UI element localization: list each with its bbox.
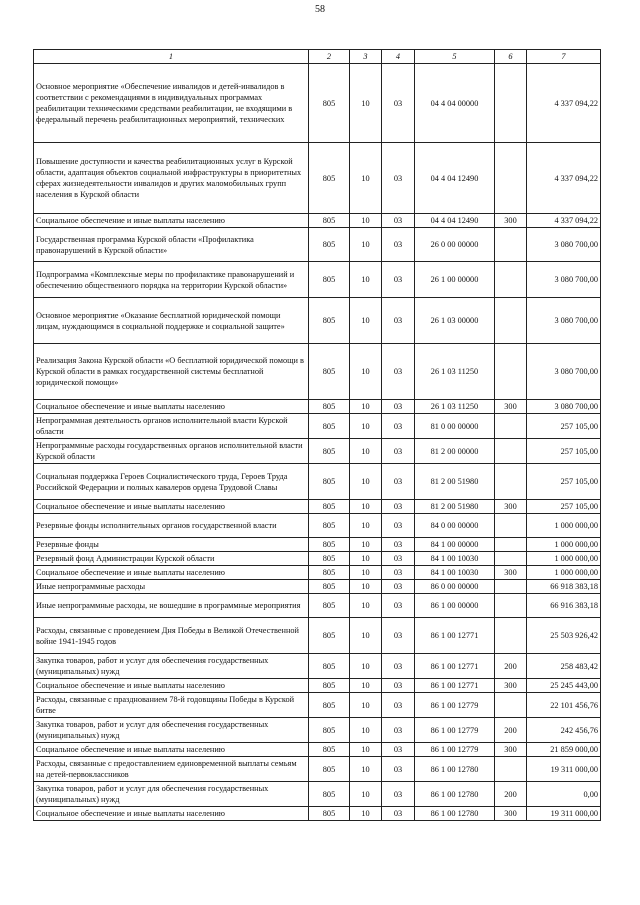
row-subsection: 03 — [382, 618, 415, 654]
row-target-article: 04 4 04 12490 — [415, 214, 495, 228]
row-subsection: 03 — [382, 743, 415, 757]
row-subsection: 03 — [382, 262, 415, 298]
row-target-article: 86 1 00 00000 — [415, 594, 495, 618]
row-expense-type — [495, 414, 527, 439]
row-target-article: 26 1 00 00000 — [415, 262, 495, 298]
row-name: Резервные фонды исполнительных органов государственной власти — [34, 514, 309, 538]
row-target-article: 26 1 03 11250 — [415, 344, 495, 400]
row-grbs: 805 — [309, 679, 350, 693]
row-subsection: 03 — [382, 693, 415, 718]
row-expense-type: 200 — [495, 782, 527, 807]
row-subsection: 03 — [382, 344, 415, 400]
row-section: 10 — [350, 464, 382, 500]
table-row — [34, 414, 601, 439]
page-number: 58 — [315, 4, 325, 15]
row-name: Социальная поддержка Героев Социалистического труда, Героев Труда Российской Федерации и полных кавалеров ордена Трудовой Славы — [34, 464, 309, 500]
table-row — [34, 693, 601, 718]
row-amount: 257 105,00 — [527, 439, 601, 464]
row-grbs: 805 — [309, 400, 350, 414]
row-expense-type — [495, 64, 527, 143]
row-subsection: 03 — [382, 594, 415, 618]
row-section: 10 — [350, 538, 382, 552]
row-target-article: 86 1 00 12779 — [415, 718, 495, 743]
row-section: 10 — [350, 228, 382, 262]
row-target-article: 84 0 00 00000 — [415, 514, 495, 538]
table-row — [34, 464, 601, 500]
row-expense-type — [495, 538, 527, 552]
row-name: Социальное обеспечение и иные выплаты населению — [34, 566, 309, 580]
table-row — [34, 679, 601, 693]
row-expense-type — [495, 618, 527, 654]
row-target-article: 84 1 00 10030 — [415, 566, 495, 580]
row-target-article: 86 1 00 12780 — [415, 807, 495, 821]
row-target-article: 04 4 04 00000 — [415, 64, 495, 143]
row-section: 10 — [350, 743, 382, 757]
row-grbs: 805 — [309, 693, 350, 718]
row-target-article: 26 1 03 00000 — [415, 298, 495, 344]
row-expense-type — [495, 464, 527, 500]
row-section: 10 — [350, 782, 382, 807]
table-row — [34, 757, 601, 782]
row-target-article: 86 1 00 12780 — [415, 782, 495, 807]
row-grbs: 805 — [309, 538, 350, 552]
header-col-7: 7 — [527, 50, 601, 64]
row-subsection: 03 — [382, 679, 415, 693]
row-target-article: 81 2 00 51980 — [415, 500, 495, 514]
row-name: Непрограммная деятельность органов исполнительной власти Курской области — [34, 414, 309, 439]
row-target-article: 81 0 00 00000 — [415, 414, 495, 439]
row-section: 10 — [350, 298, 382, 344]
row-target-article: 81 2 00 51980 — [415, 464, 495, 500]
row-amount: 4 337 094,22 — [527, 64, 601, 143]
table-row — [34, 654, 601, 679]
row-target-article: 84 1 00 10030 — [415, 552, 495, 566]
row-subsection: 03 — [382, 757, 415, 782]
row-subsection: 03 — [382, 298, 415, 344]
row-amount: 3 080 700,00 — [527, 344, 601, 400]
row-target-article: 86 1 00 12779 — [415, 693, 495, 718]
row-name: Расходы, связанные с проведением Дня Победы в Великой Отечественной войне 1941-1945 годов — [34, 618, 309, 654]
row-grbs: 805 — [309, 464, 350, 500]
row-grbs: 805 — [309, 618, 350, 654]
row-subsection: 03 — [382, 228, 415, 262]
row-amount: 257 105,00 — [527, 414, 601, 439]
table-row — [34, 594, 601, 618]
row-section: 10 — [350, 580, 382, 594]
row-section: 10 — [350, 618, 382, 654]
header-col-2: 2 — [309, 50, 350, 64]
table-row — [34, 143, 601, 214]
row-expense-type: 300 — [495, 743, 527, 757]
budget-table — [33, 49, 601, 821]
row-section: 10 — [350, 143, 382, 214]
row-name: Иные непрограммные расходы — [34, 580, 309, 594]
row-section: 10 — [350, 679, 382, 693]
row-target-article: 86 1 00 12779 — [415, 743, 495, 757]
table-row — [34, 439, 601, 464]
row-subsection: 03 — [382, 64, 415, 143]
row-name: Социальное обеспечение и иные выплаты населению — [34, 214, 309, 228]
row-target-article: 04 4 04 12490 — [415, 143, 495, 214]
row-expense-type — [495, 580, 527, 594]
row-subsection: 03 — [382, 807, 415, 821]
row-expense-type: 200 — [495, 654, 527, 679]
row-name: Реализация Закона Курской области «О бесплатной юридической помощи в Курской области в рамках государственной системы бесплатной юридической помощи» — [34, 344, 309, 400]
row-name: Социальное обеспечение и иные выплаты населению — [34, 807, 309, 821]
row-amount: 257 105,00 — [527, 464, 601, 500]
row-amount: 25 245 443,00 — [527, 679, 601, 693]
table-row — [34, 228, 601, 262]
row-section: 10 — [350, 594, 382, 618]
table-row — [34, 782, 601, 807]
row-subsection: 03 — [382, 538, 415, 552]
row-subsection: 03 — [382, 654, 415, 679]
row-grbs: 805 — [309, 64, 350, 143]
row-name: Иные непрограммные расходы, не вошедшие в программные мероприятия — [34, 594, 309, 618]
row-grbs: 805 — [309, 718, 350, 743]
row-subsection: 03 — [382, 514, 415, 538]
table-row — [34, 538, 601, 552]
row-section: 10 — [350, 514, 382, 538]
table-row — [34, 580, 601, 594]
row-expense-type: 300 — [495, 214, 527, 228]
row-subsection: 03 — [382, 782, 415, 807]
row-section: 10 — [350, 214, 382, 228]
row-grbs: 805 — [309, 654, 350, 679]
row-subsection: 03 — [382, 400, 415, 414]
row-section: 10 — [350, 344, 382, 400]
row-amount: 4 337 094,22 — [527, 214, 601, 228]
row-grbs: 805 — [309, 580, 350, 594]
row-subsection: 03 — [382, 500, 415, 514]
row-name: Повышение доступности и качества реабилитационных услуг в Курской области, адаптация объектов социальной инфраструктуры в приоритетных сферах жизнедеятельности инвалидов и других маломобильных групп населения в Курской области — [34, 143, 309, 214]
table-row — [34, 262, 601, 298]
row-expense-type: 300 — [495, 566, 527, 580]
row-name: Социальное обеспечение и иные выплаты населению — [34, 400, 309, 414]
row-grbs: 805 — [309, 500, 350, 514]
table-row — [34, 298, 601, 344]
row-expense-type: 300 — [495, 807, 527, 821]
table-row — [34, 214, 601, 228]
row-section: 10 — [350, 718, 382, 743]
header-col-5: 5 — [415, 50, 495, 64]
row-section: 10 — [350, 807, 382, 821]
row-grbs: 805 — [309, 344, 350, 400]
row-grbs: 805 — [309, 757, 350, 782]
row-amount: 1 000 000,00 — [527, 566, 601, 580]
row-subsection: 03 — [382, 143, 415, 214]
row-amount: 22 101 456,76 — [527, 693, 601, 718]
row-amount: 242 456,76 — [527, 718, 601, 743]
row-name: Закупка товаров, работ и услуг для обеспечения государственных (муниципальных) нужд — [34, 718, 309, 743]
row-amount: 25 503 926,42 — [527, 618, 601, 654]
row-subsection: 03 — [382, 718, 415, 743]
row-name: Закупка товаров, работ и услуг для обеспечения государственных (муниципальных) нужд — [34, 782, 309, 807]
row-name: Расходы, связанные с празднованием 78-й годовщины Победы в Курской битве — [34, 693, 309, 718]
row-name: Расходы, связанные с предоставлением единовременной выплаты семьям на детей-первоклассников — [34, 757, 309, 782]
row-name: Социальное обеспечение и иные выплаты населению — [34, 500, 309, 514]
row-expense-type — [495, 693, 527, 718]
row-amount: 0,00 — [527, 782, 601, 807]
table-row — [34, 552, 601, 566]
row-amount: 257 105,00 — [527, 500, 601, 514]
row-target-article: 84 1 00 00000 — [415, 538, 495, 552]
row-name: Основное мероприятие «Обеспечение инвалидов и детей-инвалидов в соответствии с рекомендациями в индивидуальных программах реабилитации техническими средствами реабилитации, не входящими в федеральный перечень реабилитационных мероприятий, технических — [34, 64, 309, 143]
row-grbs: 805 — [309, 214, 350, 228]
row-name: Социальное обеспечение и иные выплаты населению — [34, 743, 309, 757]
row-target-article: 86 0 00 00000 — [415, 580, 495, 594]
row-section: 10 — [350, 400, 382, 414]
row-expense-type: 300 — [495, 679, 527, 693]
row-subsection: 03 — [382, 214, 415, 228]
row-target-article: 81 2 00 00000 — [415, 439, 495, 464]
table-row — [34, 500, 601, 514]
row-section: 10 — [350, 439, 382, 464]
row-section: 10 — [350, 262, 382, 298]
row-amount: 21 859 000,00 — [527, 743, 601, 757]
row-target-article: 86 1 00 12771 — [415, 679, 495, 693]
header-col-6: 6 — [495, 50, 527, 64]
row-subsection: 03 — [382, 414, 415, 439]
row-section: 10 — [350, 566, 382, 580]
row-name: Резервный фонд Администрации Курской области — [34, 552, 309, 566]
row-expense-type — [495, 228, 527, 262]
row-amount: 66 916 383,18 — [527, 594, 601, 618]
header-col-4: 4 — [382, 50, 415, 64]
row-subsection: 03 — [382, 552, 415, 566]
row-section: 10 — [350, 414, 382, 439]
row-amount: 258 483,42 — [527, 654, 601, 679]
table-row — [34, 64, 601, 143]
row-name: Государственная программа Курской области «Профилактика правонарушений в Курской области» — [34, 228, 309, 262]
row-section: 10 — [350, 64, 382, 143]
row-expense-type — [495, 439, 527, 464]
row-expense-type — [495, 552, 527, 566]
row-amount: 4 337 094,22 — [527, 143, 601, 214]
row-grbs: 805 — [309, 262, 350, 298]
table-header-row — [34, 50, 601, 64]
row-grbs: 805 — [309, 743, 350, 757]
row-expense-type — [495, 757, 527, 782]
row-expense-type: 200 — [495, 718, 527, 743]
row-amount: 19 311 000,00 — [527, 807, 601, 821]
row-expense-type — [495, 143, 527, 214]
row-amount: 3 080 700,00 — [527, 298, 601, 344]
row-target-article: 26 0 00 00000 — [415, 228, 495, 262]
row-name: Подпрограмма «Комплексные меры по профилактике правонарушений и обеспечению общественного порядка на территории Курской области» — [34, 262, 309, 298]
table-row — [34, 618, 601, 654]
row-expense-type: 300 — [495, 500, 527, 514]
row-grbs: 805 — [309, 566, 350, 580]
row-target-article: 86 1 00 12771 — [415, 654, 495, 679]
row-expense-type — [495, 344, 527, 400]
row-grbs: 805 — [309, 552, 350, 566]
row-target-article: 26 1 03 11250 — [415, 400, 495, 414]
row-name: Резервные фонды — [34, 538, 309, 552]
row-grbs: 805 — [309, 439, 350, 464]
row-grbs: 805 — [309, 807, 350, 821]
header-col-1: 1 — [34, 50, 309, 64]
row-amount: 3 080 700,00 — [527, 228, 601, 262]
row-amount: 1 000 000,00 — [527, 552, 601, 566]
row-subsection: 03 — [382, 464, 415, 500]
header-col-3: 3 — [350, 50, 382, 64]
row-name: Социальное обеспечение и иные выплаты населению — [34, 679, 309, 693]
table-row — [34, 344, 601, 400]
row-subsection: 03 — [382, 580, 415, 594]
row-name: Непрограммные расходы государственных органов исполнительной власти Курской области — [34, 439, 309, 464]
row-grbs: 805 — [309, 143, 350, 214]
row-amount: 66 918 383,18 — [527, 580, 601, 594]
row-grbs: 805 — [309, 298, 350, 344]
table-row — [34, 807, 601, 821]
row-name: Закупка товаров, работ и услуг для обеспечения государственных (муниципальных) нужд — [34, 654, 309, 679]
row-amount: 19 311 000,00 — [527, 757, 601, 782]
table-row — [34, 514, 601, 538]
row-amount: 1 000 000,00 — [527, 538, 601, 552]
row-subsection: 03 — [382, 439, 415, 464]
row-amount: 1 000 000,00 — [527, 514, 601, 538]
row-amount: 3 080 700,00 — [527, 262, 601, 298]
row-grbs: 805 — [309, 228, 350, 262]
row-section: 10 — [350, 552, 382, 566]
table-body — [34, 64, 601, 821]
row-grbs: 805 — [309, 414, 350, 439]
row-expense-type: 300 — [495, 400, 527, 414]
table-row — [34, 743, 601, 757]
row-grbs: 805 — [309, 514, 350, 538]
row-expense-type — [495, 594, 527, 618]
row-expense-type — [495, 514, 527, 538]
table-row — [34, 400, 601, 414]
table-row — [34, 566, 601, 580]
row-section: 10 — [350, 500, 382, 514]
row-name: Основное мероприятие «Оказание бесплатной юридической помощи лицам, нуждающимся в социальной поддержке и социальной защите» — [34, 298, 309, 344]
row-section: 10 — [350, 757, 382, 782]
row-amount: 3 080 700,00 — [527, 400, 601, 414]
row-grbs: 805 — [309, 782, 350, 807]
row-target-article: 86 1 00 12771 — [415, 618, 495, 654]
row-expense-type — [495, 298, 527, 344]
row-section: 10 — [350, 654, 382, 679]
table-row — [34, 718, 601, 743]
row-subsection: 03 — [382, 566, 415, 580]
row-expense-type — [495, 262, 527, 298]
row-target-article: 86 1 00 12780 — [415, 757, 495, 782]
row-grbs: 805 — [309, 594, 350, 618]
row-section: 10 — [350, 693, 382, 718]
